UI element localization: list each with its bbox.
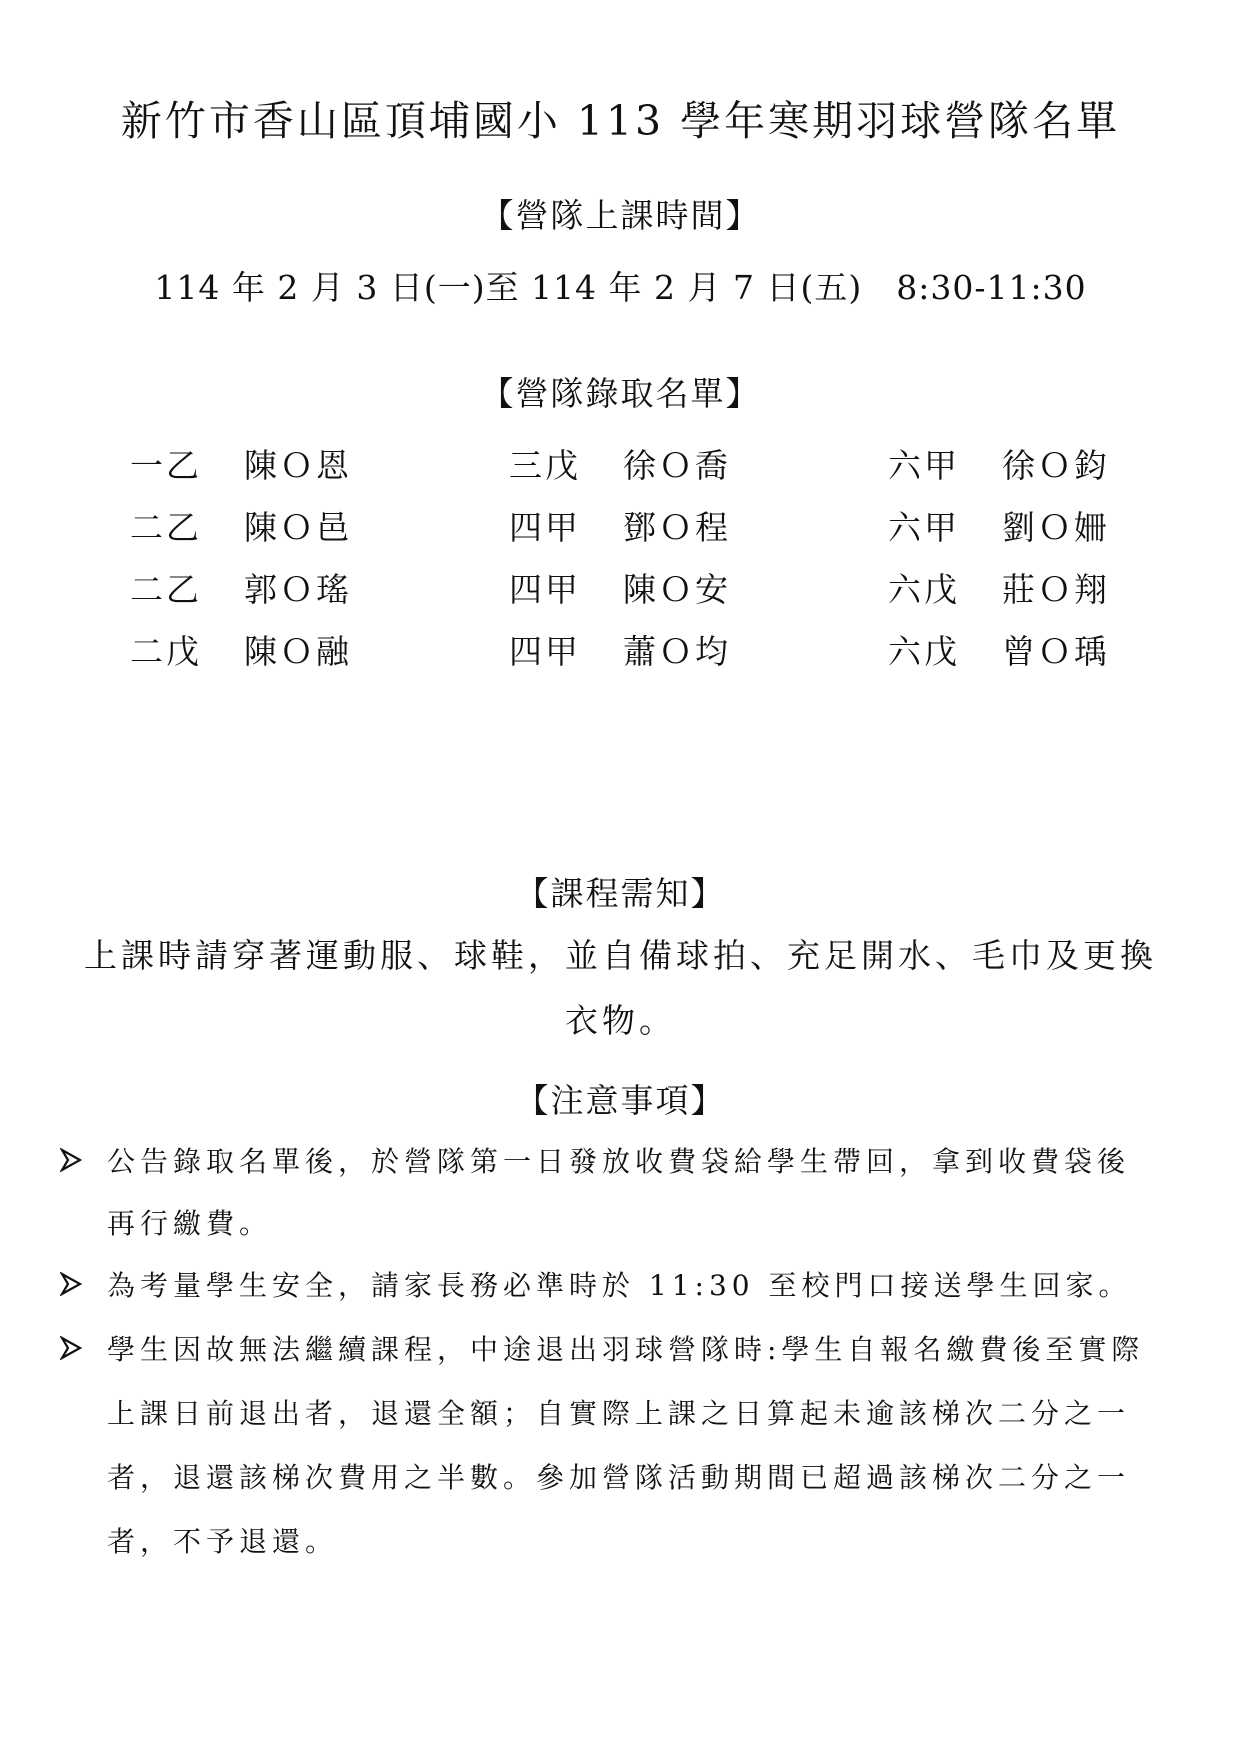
notice-text-line: 學生因故無法繼續課程，中途退出羽球營隊時:學生自報名繳費後至實際	[107, 1333, 1145, 1366]
notice-text-line: 公告錄取名單後，於營隊第一日發放收費袋給學生帶回，拿到收費袋後	[107, 1145, 1131, 1178]
roster-column	[509, 440, 809, 688]
roster-table	[0, 440, 1241, 700]
roster-entry	[130, 626, 430, 688]
student-name: 鄧Ｏ程	[623, 508, 731, 547]
course-text-line: 衣物。	[565, 1001, 676, 1040]
roster-column	[130, 440, 430, 688]
student-name: 莊Ｏ翔	[1002, 570, 1110, 609]
class-label: 四甲	[509, 632, 581, 671]
class-label: 二乙	[130, 508, 202, 547]
student-name: 徐Ｏ鈞	[1002, 446, 1110, 485]
roster-entry	[509, 440, 809, 502]
notice-text-line: 上課日前退出者，退還全額；自實際上課之日算起未逾該梯次二分之一	[107, 1397, 1131, 1430]
course-text-line: 上課時請穿著運動服、球鞋，並自備球拍、充足開水、毛巾及更換	[84, 936, 1157, 975]
time-heading: 【營隊上課時間】	[480, 196, 761, 235]
student-name: 郭Ｏ瑤	[244, 570, 352, 609]
class-label: 六甲	[888, 446, 960, 485]
notice-text-line: 者，不予退還。	[107, 1525, 339, 1558]
class-label: 二戊	[130, 632, 202, 671]
arrow-bullet-icon	[60, 1336, 82, 1360]
arrow-bullet-icon	[60, 1272, 82, 1296]
student-name: 陳Ｏ邑	[244, 508, 352, 547]
student-name: 陳Ｏ安	[623, 570, 731, 609]
roster-entry	[888, 502, 1188, 564]
notice-text-line: 者，退還該梯次費用之半數。參加營隊活動期間已超過該梯次二分之一	[107, 1461, 1131, 1494]
class-label: 六戊	[888, 632, 960, 671]
class-label: 六戊	[888, 570, 960, 609]
roster-entry	[130, 564, 430, 626]
arrow-bullet-icon	[60, 1148, 82, 1172]
roster-heading: 【營隊錄取名單】	[480, 374, 761, 413]
student-name: 曾Ｏ瑀	[1002, 632, 1110, 671]
course-heading: 【課程需知】	[515, 874, 726, 913]
notice-text-line: 再行繳費。	[107, 1207, 273, 1240]
roster-entry	[888, 626, 1188, 688]
notice-heading: 【注意事項】	[515, 1081, 726, 1120]
class-label: 四甲	[509, 508, 581, 547]
class-label: 六甲	[888, 508, 960, 547]
student-name: 徐Ｏ喬	[623, 446, 731, 485]
class-label: 一乙	[130, 446, 202, 485]
document-title: 新竹市香山區頂埔國小 113 學年寒期羽球營隊名單	[120, 97, 1121, 145]
roster-entry	[130, 440, 430, 502]
class-label: 三戊	[509, 446, 581, 485]
roster-entry	[888, 564, 1188, 626]
notice-text-line: 為考量學生安全，請家長務必準時於 11:30 至校門口接送學生回家。	[107, 1269, 1132, 1302]
roster-entry	[509, 564, 809, 626]
roster-entry	[888, 440, 1188, 502]
class-label: 二乙	[130, 570, 202, 609]
class-label: 四甲	[509, 570, 581, 609]
roster-entry	[509, 502, 809, 564]
roster-entry	[509, 626, 809, 688]
student-name: 陳Ｏ融	[244, 632, 352, 671]
roster-entry	[130, 502, 430, 564]
student-name: 陳Ｏ恩	[244, 446, 352, 485]
schedule-text: 114 年 2 月 3 日(一)至 114 年 2 月 7 日(五) 8:30-11:30	[154, 268, 1087, 307]
student-name: 劉Ｏ姍	[1002, 508, 1110, 547]
student-name: 蕭Ｏ均	[623, 632, 731, 671]
roster-column	[888, 440, 1188, 688]
